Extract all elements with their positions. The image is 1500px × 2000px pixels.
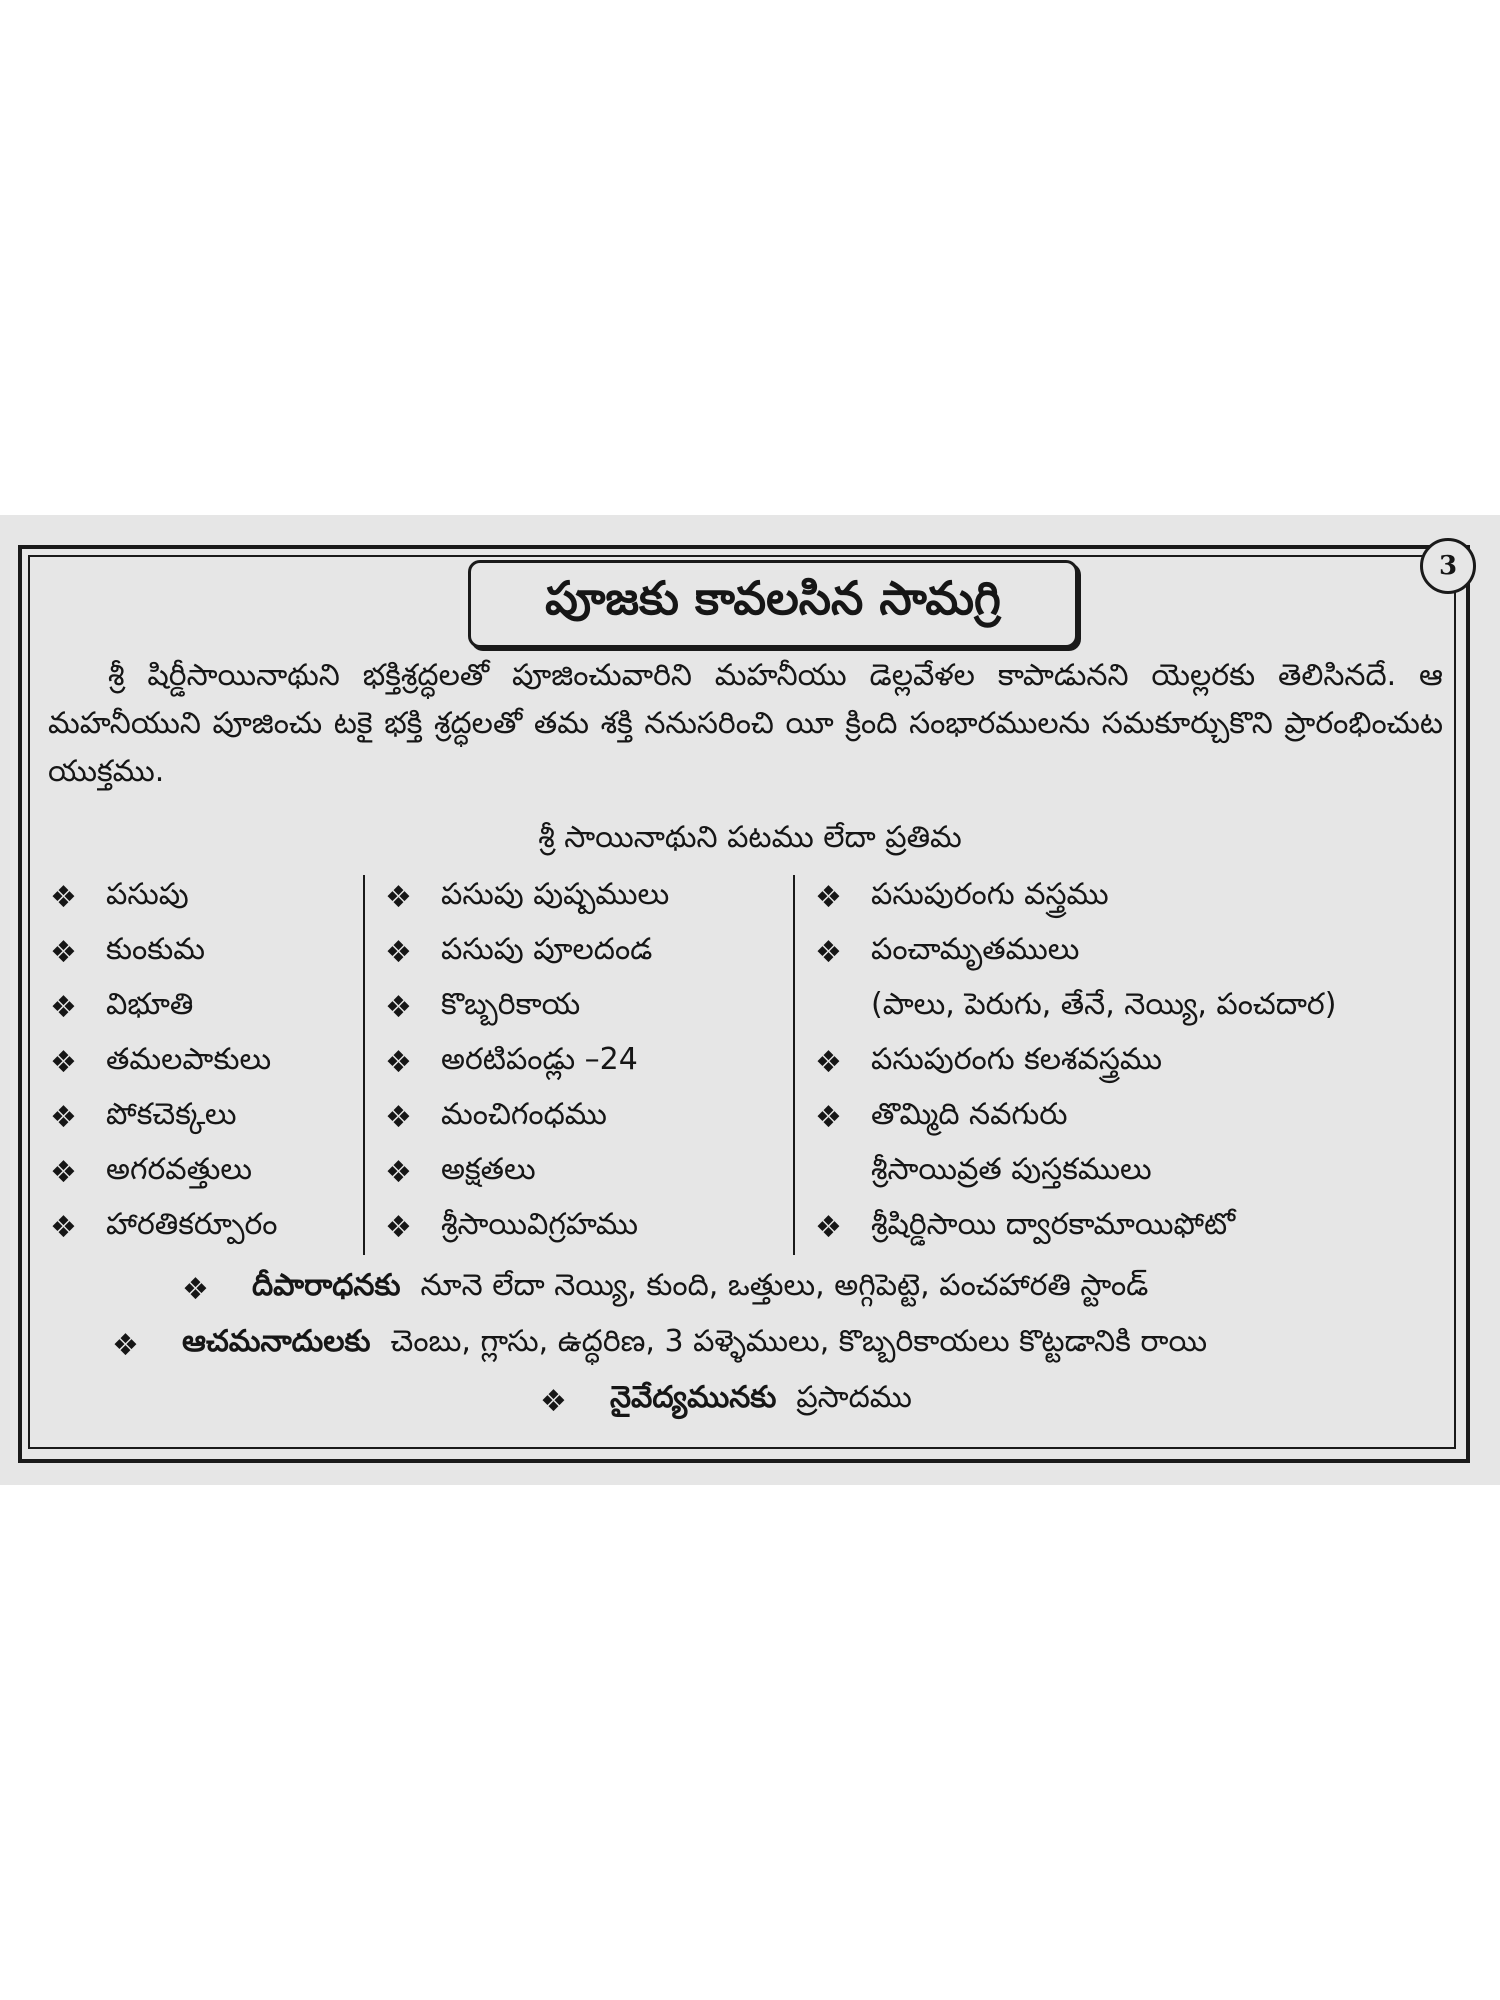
list-item: ❖ కొబ్బరికాయ — [385, 986, 581, 1025]
list-item: ❖ పసుపురంగు కలశవస్త్రము — [815, 1041, 1163, 1080]
diamond-bullet-icon: ❖ — [385, 1045, 412, 1080]
intro-text: శ్రీ షిర్డీసాయినాథుని భక్తిశ్రద్ధలతో పూజించువారిని మహనీయు డెల్లవేళల కాపాడునని యెల్లరకు తెలిసినదే. ఆ మహనీయుని పూజించు టకై భక్తి శ్రద్ధలతో తమ శక్తి ననుసరించి యీ క్రింది సంభారములను సమకూర్చుకొని ప్రారంభించుట యుక్తము. — [48, 658, 1443, 789]
line-text: చెంబు, గ్లాసు, ఉద్ధరిణ, 3 పళ్ళెములు, కొబ్బరికాయలు కొట్టడానికి రాయి — [390, 1324, 1208, 1359]
diamond-bullet-icon: ❖ — [50, 935, 77, 970]
items-column-1 — [50, 870, 350, 1255]
diamond-bullet-icon: ❖ — [385, 880, 412, 915]
naivedya-line — [0, 1380, 1500, 1422]
diamond-bullet-icon: ❖ — [385, 935, 412, 970]
list-item-detail: (పాలు, పెరుగు, తేనే, నెయ్యి, పంచదార) — [871, 986, 1337, 1022]
line-text: ప్రసాదము — [796, 1380, 912, 1415]
list-item: ❖ అగరవత్తులు — [50, 1151, 252, 1190]
diamond-bullet-icon: ❖ — [50, 880, 77, 915]
list-item: ❖ విభూతి — [50, 986, 194, 1025]
diamond-bullet-icon: ❖ — [385, 1155, 412, 1190]
list-item: ❖ పసుపు పూలదండ — [385, 931, 653, 970]
diamond-bullet-icon: ❖ — [385, 990, 412, 1025]
diamond-bullet-icon: ❖ — [50, 1210, 77, 1245]
diamond-bullet-icon: ❖ — [50, 1155, 77, 1190]
line-label: ఆచమనాదులకు — [182, 1324, 371, 1359]
list-item: ❖ మంచిగంధము — [385, 1096, 607, 1135]
list-item: ❖ తొమ్మిది నవగురు — [815, 1096, 1068, 1135]
diamond-bullet-icon: ❖ — [50, 1100, 77, 1135]
list-item: ❖ తమలపాకులు — [50, 1041, 272, 1080]
column-divider — [363, 875, 365, 1255]
list-item: ❖ పసుపురంగు వస్త్రము — [815, 876, 1109, 915]
diamond-bullet-icon: ❖ — [385, 1100, 412, 1135]
page-title: పూజకు కావలసిన సామగ్రి — [545, 571, 1001, 625]
intro-paragraph — [48, 652, 1443, 796]
diamond-bullet-icon: ❖ — [815, 1210, 842, 1245]
list-item: ❖ శ్రీషిర్డిసాయి ద్వారకామాయిఫోటో — [815, 1206, 1236, 1245]
diamond-bullet-icon: ❖ — [50, 990, 77, 1025]
title-box — [468, 560, 1078, 648]
line-text: నూనె లేదా నెయ్యి, కుంది, ఒత్తులు, అగ్గిపెట్టె, పంచహారతి స్టాండ్ — [420, 1268, 1149, 1303]
diamond-bullet-icon: ❖ — [385, 1210, 412, 1245]
achamana-line — [0, 1324, 1500, 1366]
diamond-bullet-icon: ❖ — [112, 1327, 139, 1363]
diamond-bullet-icon: ❖ — [182, 1271, 209, 1307]
diamond-bullet-icon: ❖ — [50, 1045, 77, 1080]
list-item: ❖ పోకచెక్కలు — [50, 1096, 237, 1135]
list-item: ❖ పంచామృతములు — [815, 931, 1080, 970]
list-item: ❖ కుంకుమ — [50, 931, 206, 970]
diamond-bullet-icon: ❖ — [540, 1383, 567, 1419]
column-divider — [793, 875, 795, 1255]
line-label: నైవేద్యమునకు — [610, 1380, 777, 1415]
diamond-bullet-icon: ❖ — [815, 880, 842, 915]
list-item: ❖ శ్రీసాయివిగ్రహము — [385, 1206, 639, 1245]
list-item: ❖ అక్షతలు — [385, 1151, 536, 1190]
list-item: ❖ పసుపు పుష్పములు — [385, 876, 670, 915]
subheading: శ్రీ సాయినాథుని పటము లేదా ప్రతిమ — [538, 820, 962, 855]
items-column-3 — [815, 870, 1455, 1255]
list-item: ❖ పసుపు — [50, 876, 189, 915]
deeparadhana-line — [0, 1268, 1500, 1310]
list-item: ❖ అరటిపండ్లు –24 — [385, 1041, 638, 1080]
list-item: ❖ హారతికర్పూరం — [50, 1206, 278, 1245]
diamond-bullet-icon: ❖ — [815, 1045, 842, 1080]
diamond-bullet-icon: ❖ — [815, 935, 842, 970]
items-column-2 — [385, 870, 775, 1255]
diamond-bullet-icon: ❖ — [815, 1100, 842, 1135]
line-label: దీపారాధనకు — [252, 1268, 401, 1303]
list-item-detail: శ్రీసాయివ్రత పుస్తకములు — [871, 1151, 1152, 1187]
page-number: 3 — [1420, 538, 1476, 594]
